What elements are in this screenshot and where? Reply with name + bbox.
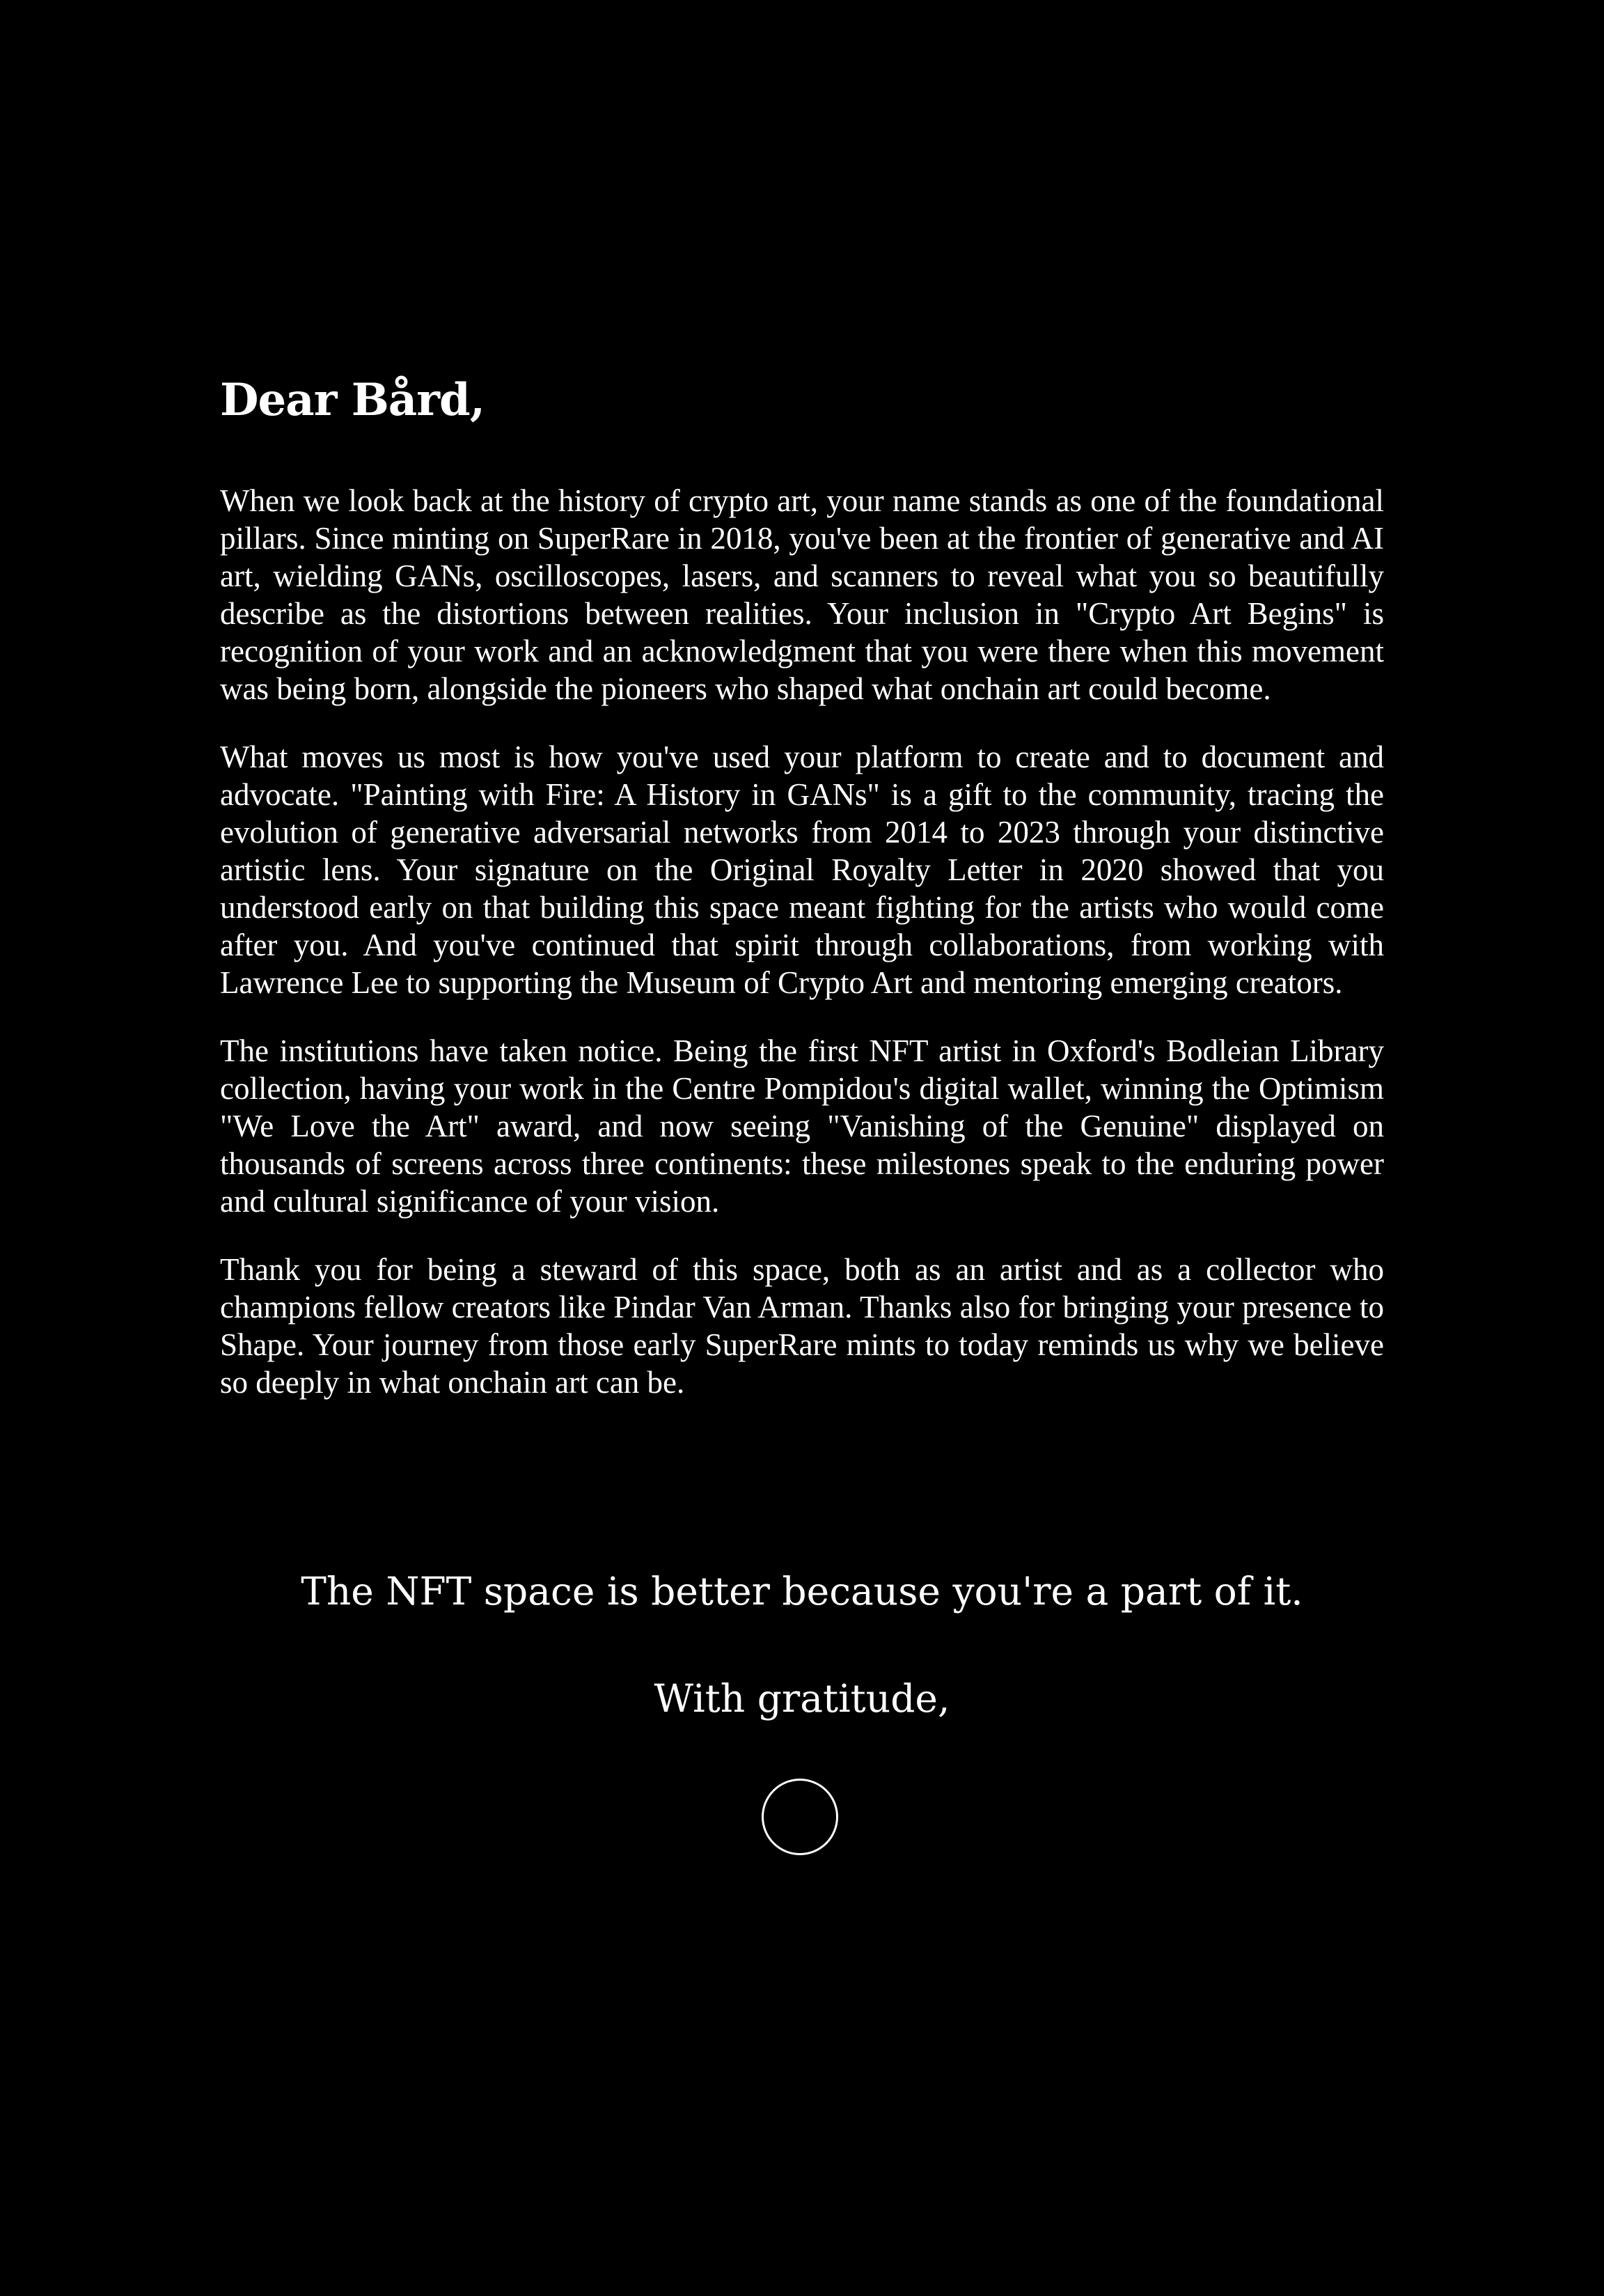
closing-line: The NFT space is better because you're a part of it. bbox=[301, 1569, 1303, 1614]
greeting: Dear Bård, bbox=[220, 374, 485, 426]
paragraph-history: When we look back at the history of crypto art, your name stands as one of the foundational pillars. Since minting on SuperRare in 2018, you've been at the frontier of generative and AI art, wielding GANs, oscilloscopes, lasers, and scanners to reveal what you so beautifully describe as the distortions between realities. Your inclusion in "Crypto Art Begins" is recognition of your work and an acknowledgment that you were there when this movement was being born, alongside the pioneers who shaped what onchain art could become. bbox=[220, 483, 1384, 706]
paragraph-thanks: Thank you for being a steward of this space, both as an artist and as a collector who champions fellow creators like Pindar Van Arman. Thanks also for bringing your presence to Shape. Your journey from those early SuperRare mints to today reminds us why we believe so deeply in what onchain art can be. bbox=[220, 1252, 1384, 1400]
paragraph-institutions: The institutions have taken notice. Being the first NFT artist in Oxford's Bodleian Library collection, having your work in the Centre Pompidou's digital wallet, winning the Optimism "We Love the Art" award, and now seeing "Vanishing of the Genuine" displayed on thousands of screens across three continents: these milestones speak to the enduring power and cultural significance of your vision. bbox=[220, 1033, 1384, 1219]
circle-signature-icon bbox=[762, 1779, 838, 1855]
signoff: With gratitude, bbox=[654, 1676, 950, 1721]
paragraph-advocacy: What moves us most is how you've used your platform to create and to document and advocate. "Painting with Fire: A History in GANs" is a gift to the community, tracing the evolution of generative adversarial networks from 2014 to 2023 through your distinctive artistic lens. Your signature on the Original Royalty Letter in 2020 showed that you understood early on that building this space meant fighting for the artists who would come after you. And you've continued that spirit through collaborations, from working with Lawrence Lee to supporting the Museum of Crypto Art and mentoring emerging creators. bbox=[220, 740, 1384, 1000]
letter-body bbox=[220, 369, 1384, 1432]
